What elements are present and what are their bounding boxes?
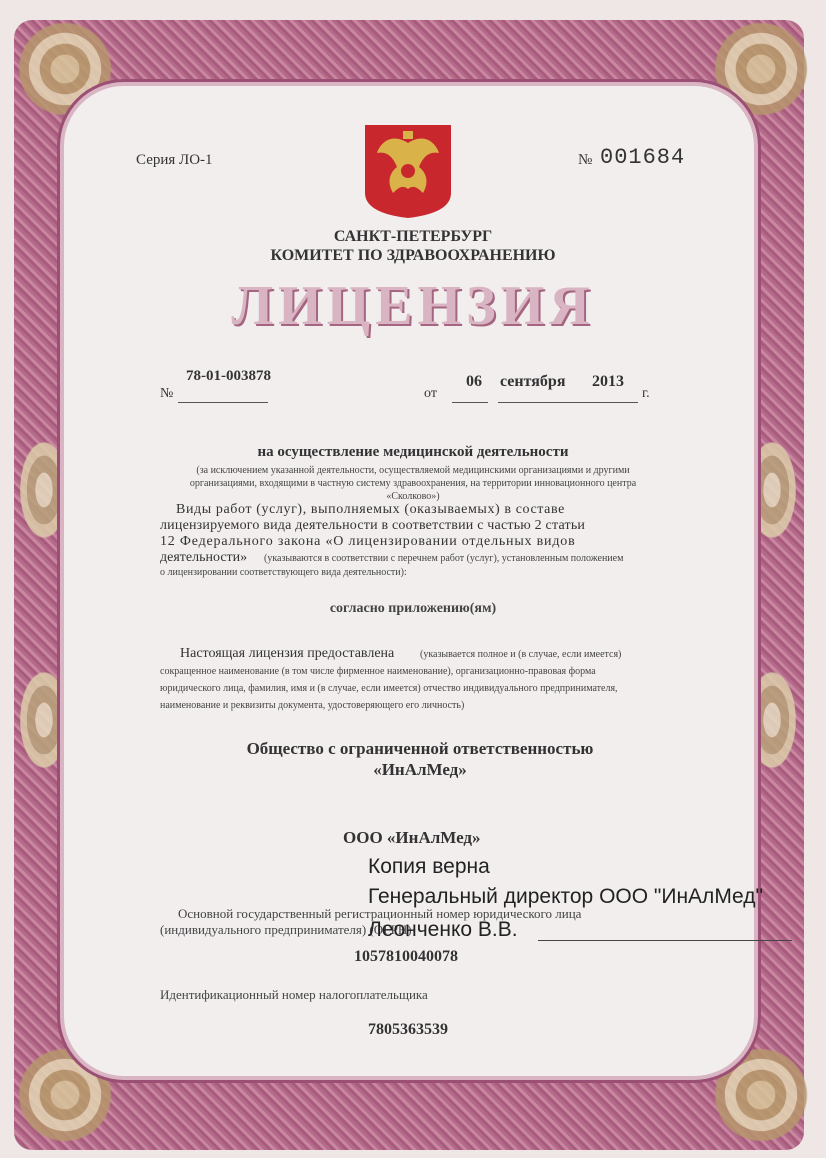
- works-text-line: 12 Федерального закона «О лицензировании отдельных видов: [160, 534, 576, 549]
- works-text-line: о лицензировании соответствующего вида деятельности):: [160, 567, 407, 578]
- committee-title: КОМИТЕТ ПО ЗДРАВООХРАНЕНИЮ: [270, 247, 556, 264]
- series-label: Серия ЛО-1: [136, 152, 213, 168]
- ogrn-value: 1057810040078: [354, 948, 458, 965]
- underline: [178, 402, 268, 403]
- org-full-name: «ИнАлМед»: [373, 760, 467, 779]
- license-purpose: на осуществление медицинской деятельности: [257, 444, 569, 460]
- granted-lead: Настоящая лицензия предоставлена: [180, 646, 395, 661]
- works-text-line: деятельности»: [160, 550, 248, 565]
- signature-line: [538, 940, 792, 941]
- purpose-note-line: организациями, входящими в частную систему здравоохранения, на территории инновационного центра: [189, 478, 637, 489]
- city-title: САНКТ-ПЕТЕРБУРГ: [333, 228, 493, 245]
- purpose-note-line: (за исключением указанной деятельности, осуществляемой медицинскими организациями и другими: [196, 465, 630, 476]
- page-title: ЛИЦЕНЗИЯ: [231, 275, 595, 337]
- org-short-name: ООО «ИнАлМед»: [343, 828, 481, 847]
- works-note: (указываются в соответствии с перечнем работ (услуг), установленным положением: [264, 553, 624, 564]
- inn-value: 7805363539: [368, 1021, 448, 1038]
- works-value: согласно приложению(ям): [329, 601, 497, 616]
- license-day: 06: [466, 373, 482, 390]
- underline: [452, 402, 488, 403]
- inn-label: Идентификационный номер налогоплательщика: [160, 987, 428, 1002]
- stamp-director-name: Леонченко В.В.: [368, 918, 518, 941]
- org-full-name: Общество с ограниченной ответственностью: [246, 739, 594, 758]
- ogrn-label-line: (индивидуального предпринимателя) (ОГРН): [160, 922, 412, 937]
- license-number: 78-01-003878: [186, 368, 271, 384]
- granted-note-line: сокращенное наименование (в том числе фирменное наименование), организационно-правовая форма: [160, 666, 596, 677]
- year-suffix: г.: [642, 386, 650, 401]
- ogrn-label-line: Основной государственный регистрационный номер юридического лица: [178, 906, 582, 921]
- underline: [498, 402, 638, 403]
- number-prefix: №: [578, 152, 593, 168]
- granted-note-line: наименование и реквизиты документа, удостоверяющего его личность): [160, 700, 465, 711]
- form-number: 001684: [600, 145, 686, 170]
- purpose-note-line: «Сколково»): [386, 491, 440, 502]
- stamp-director-title: Генеральный директор ООО "ИнАлМед": [368, 885, 763, 908]
- granted-note-line: (указывается полное и (в случае, если имеется): [420, 649, 622, 660]
- stamp-copy-true: Копия верна: [368, 855, 490, 878]
- license-no-label: №: [160, 386, 174, 401]
- license-year: 2013: [592, 373, 624, 390]
- russian-coat-of-arms-icon: [363, 123, 453, 219]
- works-text-line: Виды работ (услуг), выполняемых (оказываемых) в составе: [176, 502, 565, 517]
- license-month: сентября: [500, 373, 566, 390]
- from-label: от: [424, 386, 437, 401]
- granted-note-line: юридического лица, фамилия, имя и (в случае, если имеется) отчество индивидуального предпринимателя,: [160, 683, 618, 694]
- works-text-line: лицензируемого вида деятельности в соответствии с частью 2 статьи: [160, 518, 586, 533]
